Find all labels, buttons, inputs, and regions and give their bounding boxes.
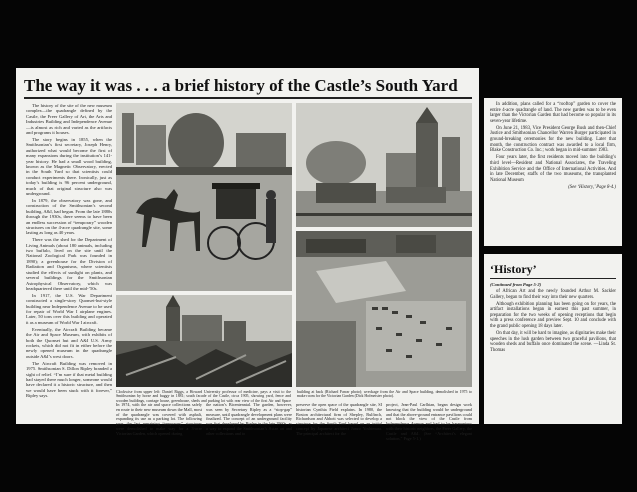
sidebar-paragraph: On that day, it will be hard to imagine, as dignitaries make their speeches in the lush garden between two graceful pavilions, that wooden sheds and buffalo once dominated the scene. —Linda St. Thomas <box>490 331 616 353</box>
article-paragraph: The history of the site of the new museum complex—the quadrangle defined by the Castle, the Freer Gallery of Art, the Arts and Industries Building and Independence Avenue—is almost as rich and varied as the artifacts and programs it houses. <box>26 103 112 136</box>
headline-rule <box>24 97 472 99</box>
article-lower-column <box>206 402 292 436</box>
see-also-reference: (See ‘History,’ Page 8-4.) <box>568 184 616 190</box>
history-title: ‘History’ <box>490 262 616 279</box>
photo-horse-carriage <box>116 103 292 291</box>
newspaper-page <box>16 68 479 441</box>
article-lower-column <box>116 402 202 436</box>
sidebar-paragraph: Although exhibition planning has been going on for years, the artifact installations began in earnest this past summer, in preparation for the two weeks of opening receptions that begin with a press conference and preview Sept. 10 and conclude with the grand public opening 18 days later. <box>490 301 616 330</box>
photo-castle-towers <box>296 103 472 227</box>
sidebar-paragraph: of African Art and the newly founded Arthur M. Sackler Gallery, began to find their way into their new quarters. <box>490 289 616 300</box>
sidebar-bottom-clipping <box>484 254 622 424</box>
continued-note: (Continued from Page 5-2) <box>490 282 542 287</box>
article-paragraph: the nation’s Bicentennial. The garden, however, was seen by Secretary Ripley as a “stop-gap” measure, until quadrangle development plans were finalized. The concept of an underground facility was first developed by Ripley in the late 1960s, as a way to expand the Smithsonian’s Asian art and other collections and to <box>206 402 292 436</box>
article-paragraph: preserve the open space of the quadrangle site, SI historian Cynthia Field explains. In 1980, the Boston architectural firm of Shepley, Bulfinch, Richardson and Abbott was selected to develop a structure for the South Yard based on an initial concept by Japanese architect Junzo Yoshimura. The principal architect for the <box>296 402 382 436</box>
sidebar-paragraph: In addition, plans called for a “rooftop” garden to cover the entire 4-acre quadrangle of land. The new garden was to be even larger than the Victorian Garden that had become so popular in its seven-year lifetime. <box>490 102 616 124</box>
article-lower-column <box>296 402 382 436</box>
article-headline: The way it was . . . a brief history of the Castle’s South Yard <box>24 76 458 95</box>
article-paragraph: In 1974, with the air and space collections safely en route to their new museum down the Mall, most of the quadrangle was covered with asphalt, expanding its use as a parking lot. The following year, the last remaining “temporary” structures were demolished to make way for a 3-acre Victorian Garden, which opened during <box>116 402 202 436</box>
article-lower-column <box>386 402 472 441</box>
sidebar-paragraph: On June 21, 1983, Vice President George Bush and then-Chief Justice and Smithsonian Chancellor Warren Burger participated in ground-breaking ceremonies for the new building. Later that month, the construction contract was awarded to a local firm, Blake Construction Co. Inc.; work began in mid-summer 1983. <box>490 125 616 154</box>
photo-caption: Clockwise from upper left: Daniel Riggs, a Howard University professor of medicine, pays a visit to the Smithsonian by horse and buggy in 1881; south facade of the Castle, circa 1905, showing yard, fence and wooden buildings, carriage house, greenhouse, sheds and parking lot with rear view of the first Air and Space building at back (Richard Farrar photo); wreckage from the Air and Space building, demolished in 1975 to make room for the Victorian Garden (Dick Hofmeister photo). <box>116 390 472 403</box>
sidebar-top-clipping <box>484 98 622 246</box>
article-paragraph: Eventually, the Aircraft Building became the Air and Space Museum, with exhibits of both the Quonset hut and A&I U.S. Army rockets, which did not fit in either before the newly opened museum in the quadrangle outside A&I’s west doors. <box>26 326 112 359</box>
article-paragraph: The Aircraft Building was removed in 1975. Smithsonian S. Dillon Ripley branded a sight of relief. “I’m sure if that metal building had stayed there much longer, someone would have declared it a historic structure, and then we would have been stuck with it forever,” Ripley says. <box>26 360 112 399</box>
article-paragraph: In 1879, the observatory was gone, and construction of the Smithsonian’s second building, A&I, had begun. From the late 1880s through the 1930s, there seems to have been an endless succession of “temporary” wooden structures on the 4-acre quadrangle site, some lasting as long as 40 years. <box>26 197 112 236</box>
article-paragraph: There was the shed for the Department of Living Animals (about 180 animals, including two buffalo, lived on the site until the National Zoological Park was founded in 1890); a greenhouse for the Division of Radiation and Organisms, where scientists studied the effects of sunlight on plants, and several buildings for the Smithsonian Astrophysical Observatory, which was headquartered there until the mid-’50s. <box>26 237 112 291</box>
article-paragraph: The story begins in 1855, when the Smithsonian’s first secretary, Joseph Henry, authorized what would become the first of many expansions during the institution’s 141-year history. He had a small wood building, known as the Magnetic Observatory, erected in the South Yard so that scientists could conduct experiments there. Ironically, just as today’s building is 96 percent underground, much of that original structure also was underground. <box>26 136 112 196</box>
sidebar-paragraph: Four years later, the first residents moved into the building’s third level—Resident and National Associates, the Traveling Exhibition Service and the Office of International Activities. And in late December, staffs of the two museums, the transplanted National Museum <box>490 155 616 183</box>
article-paragraph: project, Jean-Paul Carlhian, began design work knowing that the building would be underground and that the above-ground entrance pavilions could not block the view of the Castle from Independence Avenue and had to be harmonious with their historic neighbors, the Freer Gallery, the Castle and A&I. (See “Architect’s elegant solution,” Page 5-1.) <box>386 402 472 441</box>
article-left-column <box>26 103 112 417</box>
photo-aerial-view <box>296 231 472 387</box>
article-paragraph: In 1917, the U.S. War Department constructed a single-story Quonset-hut-style building near Independence Avenue to be used for repair of World War I airplane engines. Later, 50 tons over this building and operated it as a museum of World War I aircraft. <box>26 292 112 325</box>
photo-wreckage <box>116 295 292 387</box>
